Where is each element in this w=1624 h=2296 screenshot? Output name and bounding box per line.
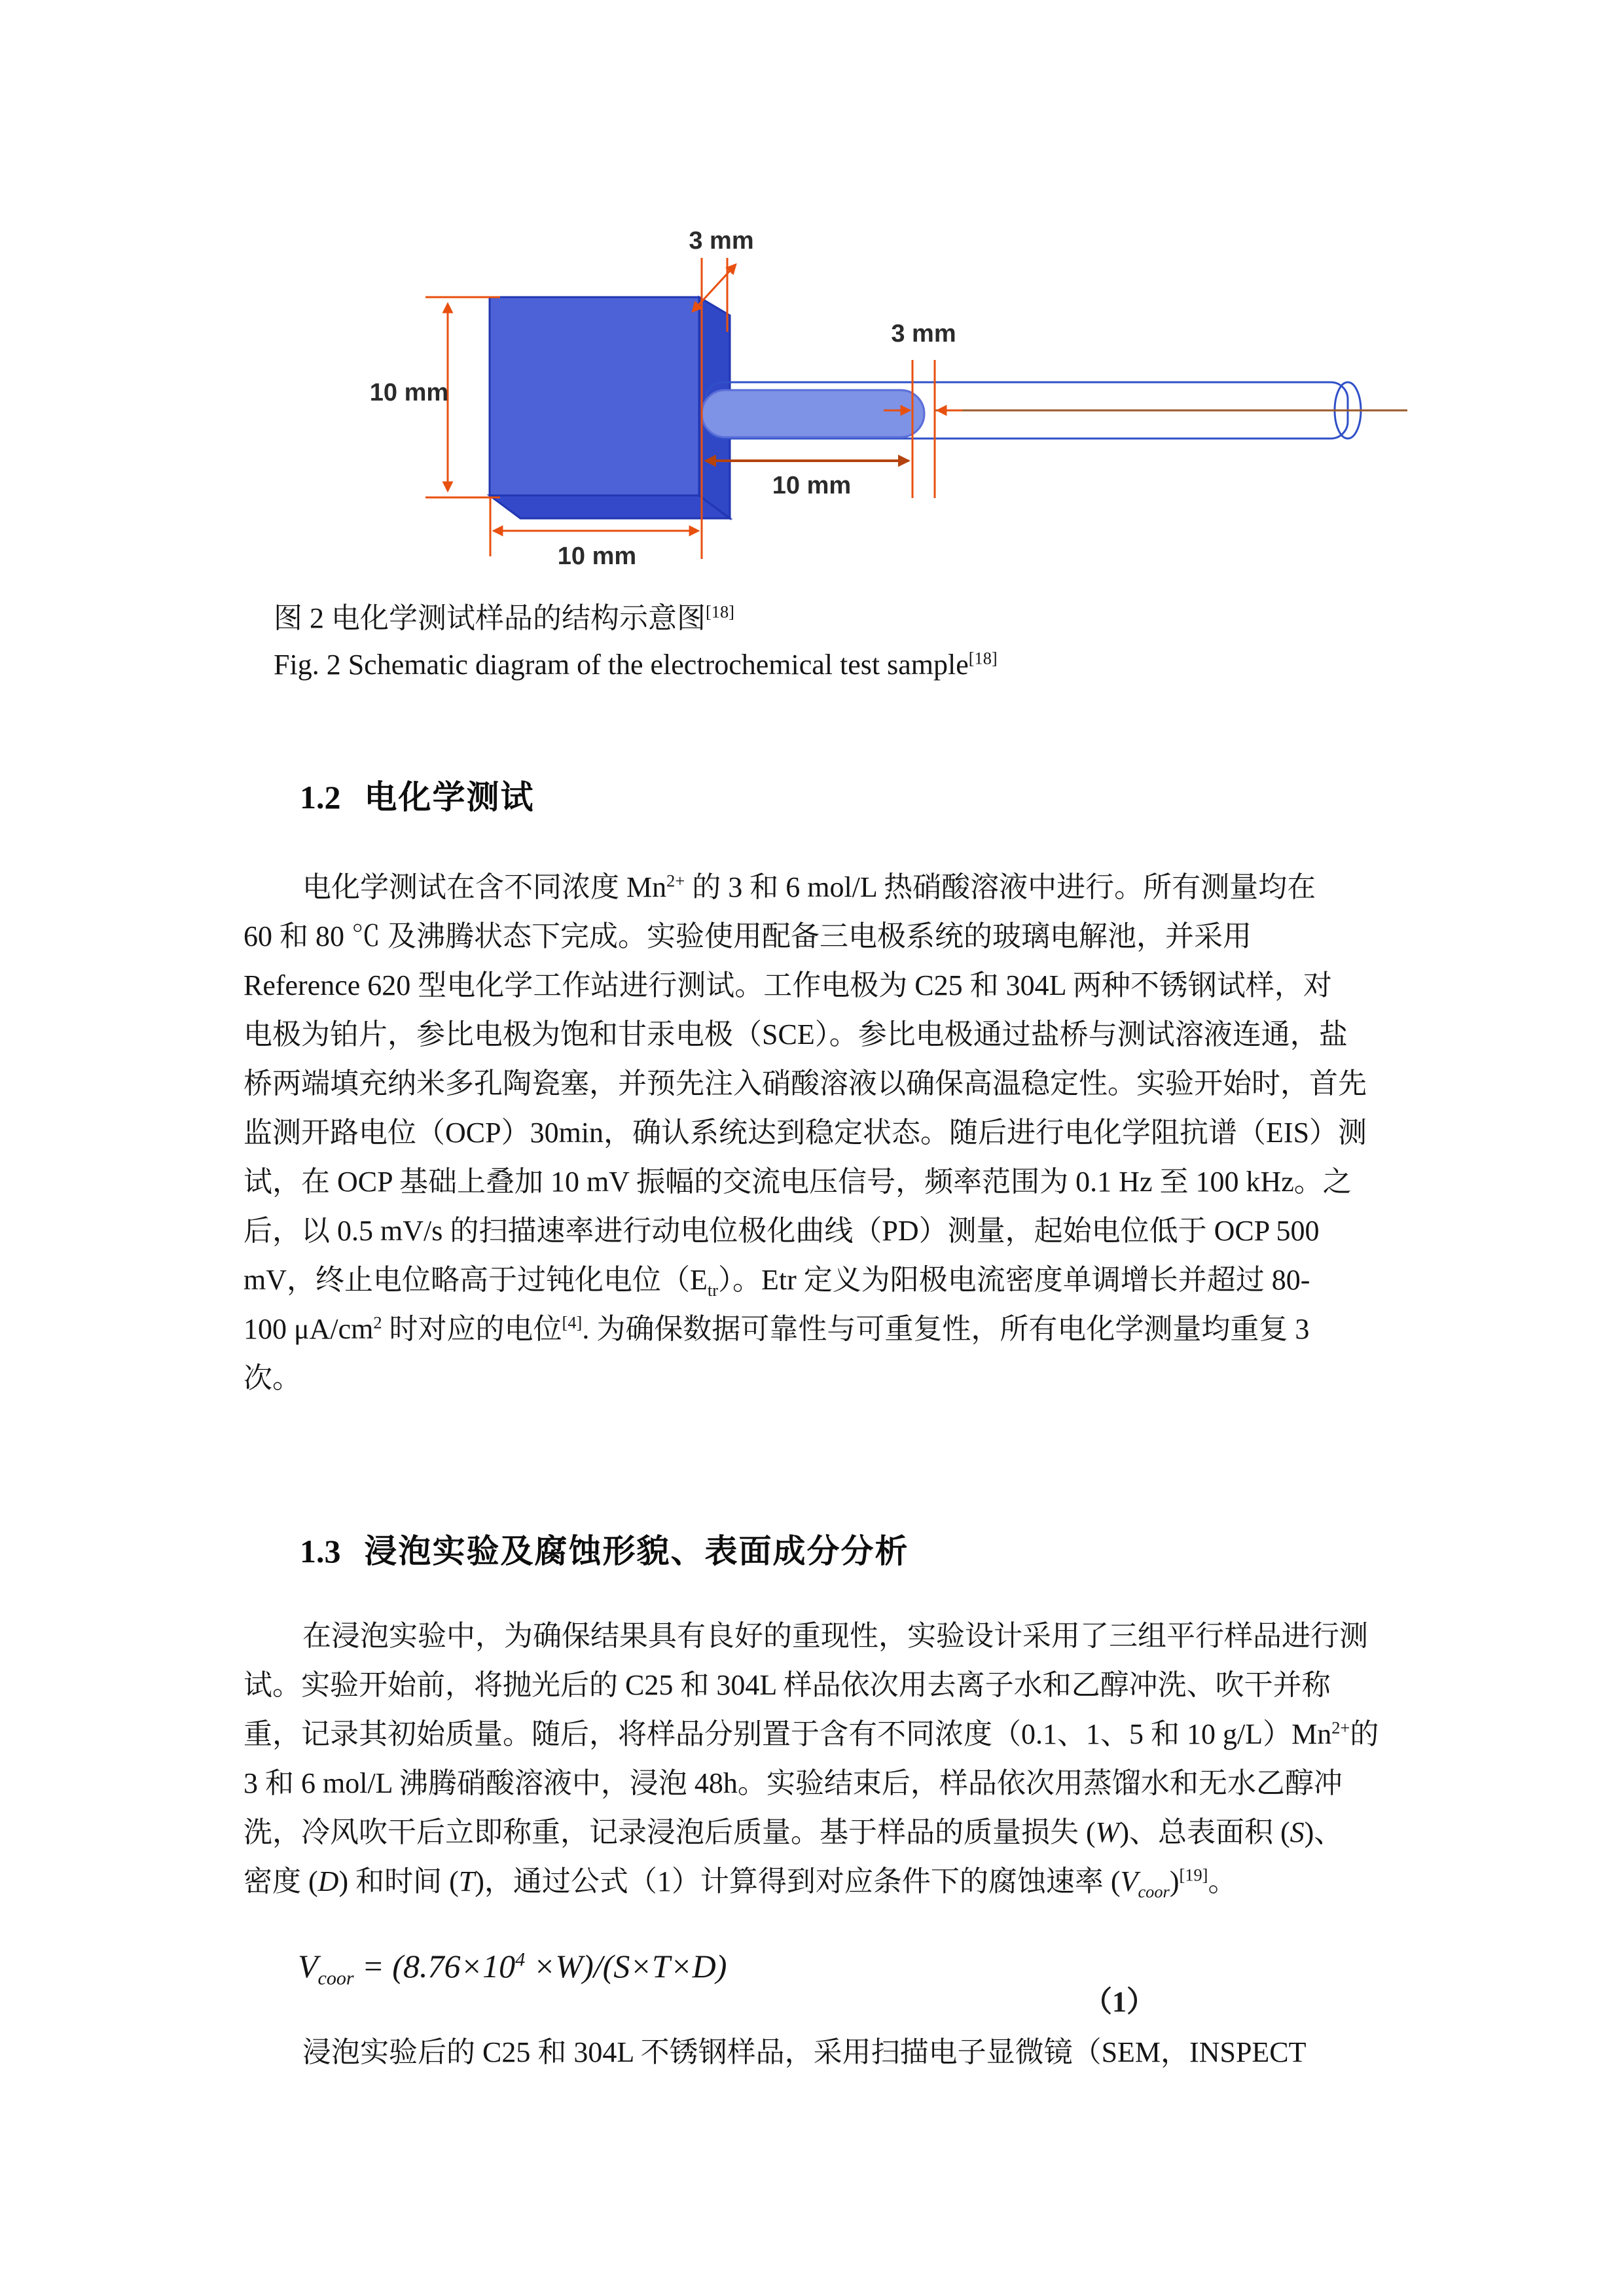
text-line [244, 863, 1422, 912]
label-thickness: 3 mm [689, 227, 754, 255]
text-segment: V [298, 1948, 318, 1984]
text-segment: ) [1169, 1865, 1180, 1897]
text-segment: 在浸泡实验中，为确保结果具有良好的重现性，实验设计采用了三组平行样品进行测 [302, 1620, 1368, 1652]
equation-number: （1） [1083, 1986, 1155, 2018]
text-segment: 的 3 和 6 mol/L 热硝酸溶液中进行。所有测量均在 [685, 871, 1316, 903]
paragraph-sem-analysis [244, 2028, 1422, 2077]
text-segment: 监测开路电位（OCP）30min，确认系统达到稳定状态。随后进行电化学阻抗谱（EIS）测 [244, 1117, 1367, 1149]
sample-block-bottom-face [490, 495, 730, 518]
text-segment: coor [1138, 1881, 1170, 1901]
text-line [244, 912, 1422, 961]
text-segment: 2 [373, 1312, 382, 1333]
text-segment: )、总表面积 ( [1119, 1816, 1290, 1848]
label-width: 10 mm [557, 543, 637, 570]
figure-caption-en [274, 648, 998, 681]
text-segment: 2+ [666, 870, 685, 891]
text-segment: D [692, 1948, 716, 1984]
text-line [244, 1710, 1422, 1759]
text-segment: 试，在 OCP 基础上叠加 10 mV 振幅的交流电压信号，频率范围为 0.1 Hz 至 100 kHz。之 [244, 1166, 1352, 1198]
text-segment: 桥两端填充纳米多孔陶瓷塞，并预先注入硝酸溶液以确保高温稳定性。实验开始时，首先 [244, 1067, 1367, 1100]
text-segment: [4] [562, 1312, 583, 1333]
text-line [244, 1059, 1422, 1108]
text-segment: 电极为铂片，参比电极为饱和甘汞电极（SCE）。参比电极通过盐桥与测试溶液连通，盐 [244, 1018, 1348, 1050]
figure-caption-en-text: Fig. 2 Schematic diagram of the electrochemical test sample [274, 649, 969, 681]
text-segment: [19] [1179, 1865, 1208, 1885]
text-segment: S [1290, 1816, 1305, 1848]
text-segment: Reference 620 型电化学工作站进行测试。工作电极为 C25 和 304L 两种不锈钢试样，对 [244, 969, 1332, 1001]
text-line [244, 1304, 1422, 1354]
text-segment: 密度 ( [244, 1865, 318, 1897]
figure-caption-zh [274, 594, 734, 636]
text-segment: 重，记录其初始质量。随后，将样品分别置于含有不同浓度（0.1、1、5 和 10 g/L）Mn [244, 1718, 1332, 1750]
text-segment: ）。Etr 定义为阳极电流密度单调增长并超过 80- [718, 1264, 1310, 1296]
text-line [244, 1157, 1422, 1206]
text-segment: × [525, 1948, 556, 1984]
text-segment: )/( [583, 1948, 614, 1984]
text-segment: 100 μA/cm [244, 1313, 374, 1345]
section-heading-1-3 [300, 1525, 909, 1572]
text-segment: D [317, 1865, 339, 1897]
figure-caption-zh-ref: [18] [706, 601, 734, 622]
text-segment: 时对应的电位 [382, 1313, 562, 1345]
text-segment: tr [707, 1280, 719, 1300]
text-segment: 的 [1350, 1718, 1379, 1750]
text-line [244, 1108, 1422, 1157]
section-number: 1.2 [300, 779, 341, 816]
text-segment: V [1120, 1865, 1138, 1897]
figure-caption-en-ref: [18] [968, 648, 998, 668]
section-number: 1.3 [300, 1533, 341, 1570]
text-line [244, 1611, 1422, 1660]
text-segment: W [1095, 1816, 1120, 1848]
text-line [244, 1660, 1422, 1710]
label-rod-length: 10 mm [772, 472, 852, 499]
text-segment: 4 [515, 1948, 526, 1971]
text-line [244, 1010, 1422, 1059]
text-segment: S [613, 1948, 630, 1984]
text-segment: W [555, 1948, 583, 1984]
text-segment: 3 和 6 mol/L 沸腾硝酸溶液中，浸泡 48h。实验结束后，样品依次用蒸馏水和无水乙醇冲 [244, 1767, 1343, 1799]
text-segment: 电化学测试在含不同浓度 Mn [302, 871, 667, 903]
text-segment: × [670, 1948, 693, 1984]
text-segment: ) 和时间 ( [338, 1865, 459, 1897]
text-segment: 浸泡实验后的 C25 和 304L 不锈钢样品，采用扫描电子显微镜（SEM，INSPECT [302, 2036, 1307, 2068]
text-segment: )、 [1304, 1816, 1343, 1848]
text-segment: × [630, 1948, 653, 1984]
paragraph-immersion-test [244, 1611, 1422, 1906]
text-segment: T [652, 1948, 670, 1984]
figure-caption-zh-text: 图 2 电化学测试样品的结构示意图 [274, 602, 706, 634]
text-line [244, 2028, 1422, 2077]
section-title: 浸泡实验及腐蚀形貌、表面成分分析 [364, 1533, 909, 1570]
text-line [244, 1808, 1422, 1857]
text-segment: coor [317, 1967, 354, 1989]
text-segment: . 为确保数据可靠性与可重复性，所有电化学测量均重复 3 [582, 1313, 1310, 1345]
section-title: 电化学测试 [364, 779, 535, 816]
electrode-rod [702, 390, 924, 437]
text-segment: 60 和 80 ℃ 及沸腾状态下完成。实验使用配备三电极系统的玻璃电解池，并采用 [244, 920, 1252, 952]
text-segment: 试。实验开始前，将抛光后的 C25 和 304L 样品依次用去离子水和乙醇冲洗、吹干并称 [244, 1669, 1331, 1701]
text-segment: T [458, 1865, 475, 1897]
corrosion-rate-formula [298, 1947, 727, 1989]
text-segment: ) [715, 1948, 727, 1984]
dim-arrow-thickness [693, 264, 736, 312]
text-segment: 后，以 0.5 mV/s 的扫描速率进行动电位极化曲线（PD）测量，起始电位低于 OCP 500 [244, 1215, 1320, 1247]
text-segment: 2+ [1331, 1717, 1350, 1738]
sample-block-front-face [490, 297, 699, 495]
text-segment: )，通过公式（1）计算得到对应条件下的腐蚀速率 ( [475, 1865, 1121, 1897]
text-segment: 次。 [244, 1362, 301, 1394]
text-line [244, 1759, 1422, 1808]
text-segment: = (8.76×10 [353, 1948, 516, 1984]
text-segment: 。 [1208, 1865, 1237, 1897]
schematic-figure [360, 190, 1440, 583]
paragraph-electrochemical-test [244, 863, 1422, 1403]
label-height: 10 mm [369, 379, 449, 406]
text-segment: 洗，冷风吹干后立即称重，记录浸泡后质量。基于样品的质量损失 ( [244, 1816, 1096, 1848]
label-rod-diameter: 3 mm [891, 320, 956, 348]
text-line [244, 1255, 1422, 1304]
text-line [244, 961, 1422, 1010]
text-line [244, 1354, 1422, 1403]
text-line [244, 1857, 1422, 1906]
section-heading-1-2 [300, 771, 535, 818]
text-line [244, 1206, 1422, 1255]
text-segment: mV，终止电位略高于过钝化电位（E [244, 1264, 708, 1296]
